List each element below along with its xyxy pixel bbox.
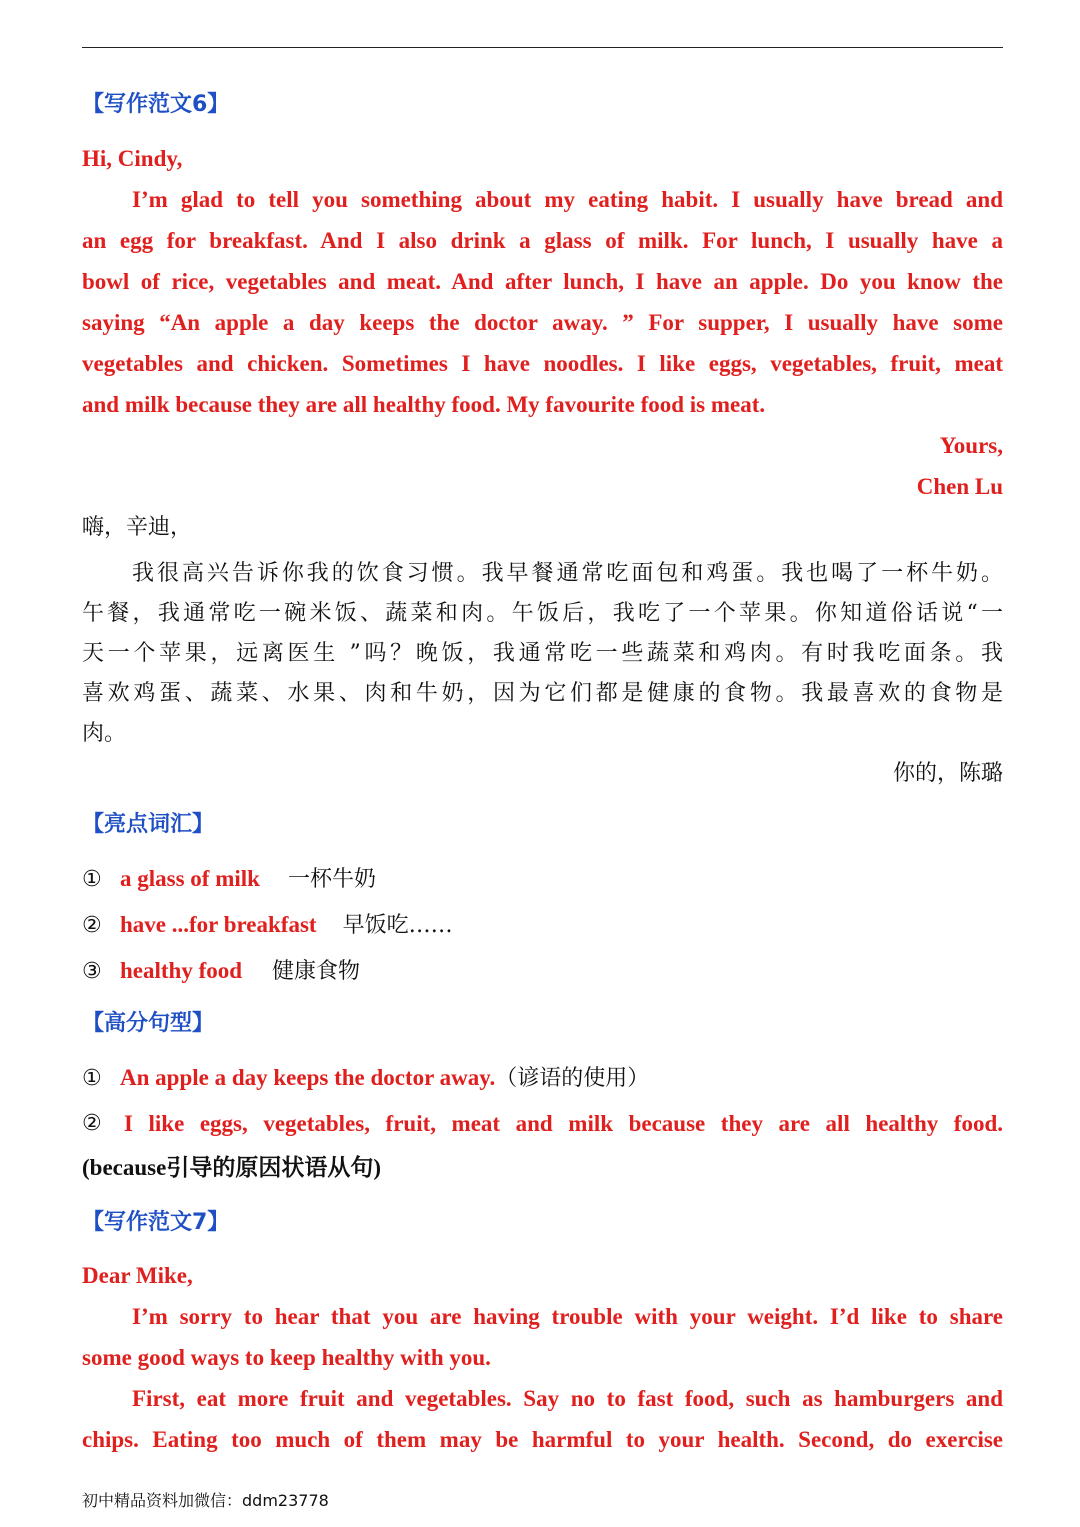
top-rule [82,47,1003,48]
vocab-chinese: 健康食物 [272,959,361,984]
letter-6-english [82,138,1003,507]
letter-6-line: an egg for breakfast. And I also drink a glass of milk. For lunch, I usually have a [82,228,1003,253]
vocab-chinese: 一杯牛奶 [287,867,376,892]
translation-line-last: 肉。 [82,721,127,746]
letter-7-line: chips. Eating too much of them may be harmful to your health. Second, do exercise [82,1427,1003,1452]
letter-7-line: First, eat more fruit and vegetables. Say no to fast food, such as hamburgers and [132,1386,1003,1411]
vocab-english: have ...for breakfast [120,912,317,937]
section-header-vocab: 【亮点词汇】 [82,812,215,837]
section-header-sample-7: 【写作范文7】 [82,1210,230,1235]
sentence-item [82,1101,1003,1147]
letter-6-closing: Yours, [939,433,1003,458]
letter-6-line: vegetables and chicken. Sometimes I have noodles. I like eggs, vegetables, fruit, meat [82,351,1003,376]
letter-6-line: I’m glad to tell you something about my eating habit. I usually have bread and [132,187,1003,212]
translation-line: 天一个苹果，远离医生 ”吗？晚饭，我通常吃一些蔬菜和鸡肉。有时我吃面条。我 [82,641,1003,666]
translation-greeting: 嗨，辛迪， [82,515,193,540]
vocab-list [82,856,1003,994]
letter-7-line: I’m sorry to hear that you are having trouble with your weight. I’d like to share [132,1304,1003,1329]
vocab-number: ① [82,867,102,892]
vocab-number: ② [82,913,102,938]
section-header-sentences: 【高分句型】 [82,1011,215,1036]
sentence-note: （谚语的使用） [495,1066,650,1091]
vocab-item [82,948,1003,994]
letter-7-line-last: some good ways to keep healthy with you. [82,1345,491,1370]
sentence-number: ② [82,1111,102,1136]
letter-6-line: bowl of rice, vegetables and meat. And after lunch, I have an apple. Do you know the [82,269,1003,294]
vocab-english: a glass of milk [120,866,260,891]
letter-7-greeting: Dear Mike, [82,1263,193,1288]
translation-signoff: 你的，陈璐 [892,761,1003,786]
letter-6-greeting: Hi, Cindy, [82,146,183,171]
letter-6-signature: Chen Lu [916,474,1003,499]
translation-line: 喜欢鸡蛋、蔬菜、水果、肉和牛奶，因为它们都是健康的食物。我最喜欢的食物是 [82,681,1003,706]
sentence-english: An apple a day keeps the doctor away. [120,1065,496,1090]
letter-7-english [82,1255,1003,1460]
vocab-chinese: 早饭吃…… [342,913,453,938]
sentence-number: ① [82,1066,102,1091]
sentence-note: (because引导的原因状语从句) [82,1155,381,1180]
letter-6-line-last: and milk because they are all healthy food. My favourite food is meat. [82,392,766,417]
section-header-sample-6: 【写作范文6】 [82,92,230,117]
translation-line: 我很高兴告诉你我的饮食习惯。我早餐通常吃面包和鸡蛋。我也喝了一杯牛奶。 [132,561,1003,586]
vocab-item [82,902,1003,948]
page-footer: 初中精品资料加微信：ddm23778 [82,1491,329,1510]
sentence-item [82,1055,1003,1101]
letter-6-line: saying “An apple a day keeps the doctor away. ” For supper, I usually have some [82,310,1003,335]
vocab-english: healthy food [120,958,243,983]
sentence-english: I like eggs, vegetables, fruit, meat and milk because they are all healthy food. [124,1111,1003,1136]
translation-line: 午餐，我通常吃一碗米饭、蔬菜和肉。午饭后，我吃了一个苹果。你知道俗话说“一 [82,601,1003,626]
vocab-item [82,856,1003,902]
sentence-list [82,1055,1003,1191]
vocab-number: ③ [82,959,102,984]
letter-6-translation [82,508,1003,794]
